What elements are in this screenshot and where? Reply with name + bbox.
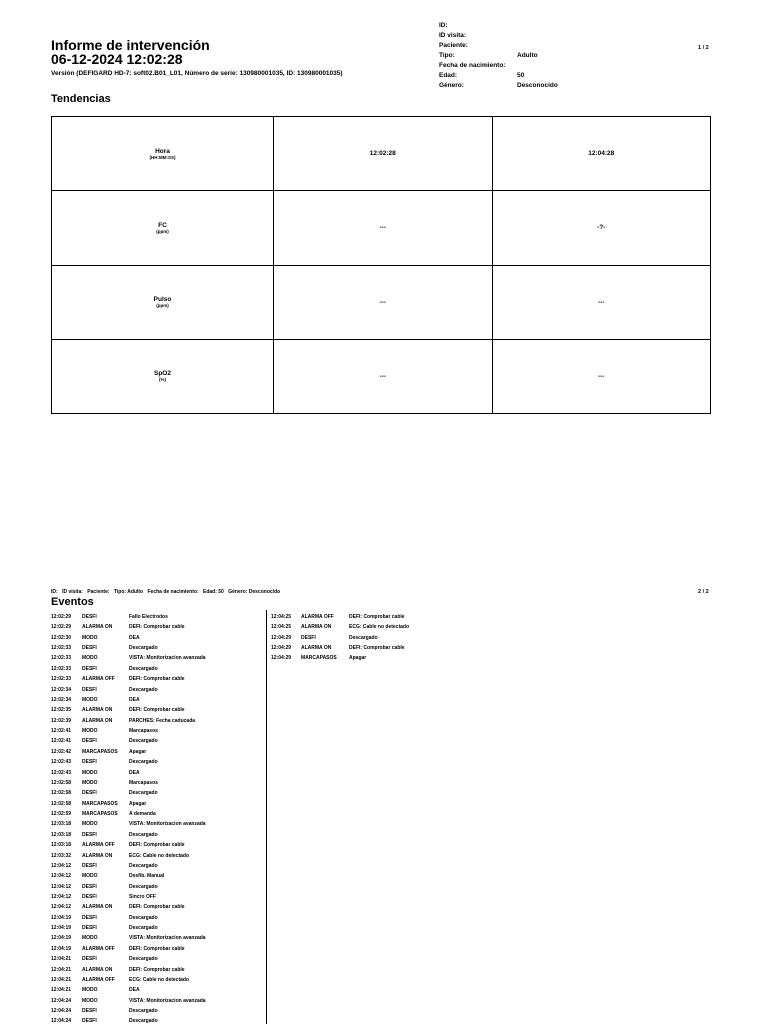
trend-param-name: Hora xyxy=(155,147,170,155)
report-datetime: 06-12-2024 12:02:28 xyxy=(51,51,183,67)
event-type: DESFI xyxy=(82,686,97,693)
event-desc: Desfib. Manual xyxy=(129,873,165,880)
event-type: ALARMA ON xyxy=(82,707,113,714)
trend-value-cell: --- xyxy=(274,265,493,339)
event-type: MODO xyxy=(82,728,98,735)
event-type: DESFI xyxy=(82,738,97,745)
event-desc: A demanda xyxy=(129,811,156,818)
event-desc: VISTA: Monitorizacion avanzada xyxy=(129,821,206,828)
event-desc: VISTA: Monitorizacion avanzada xyxy=(129,935,206,942)
event-desc: VISTA: Monitorizacion avanzada xyxy=(129,997,206,1004)
event-time: 12:02:33 xyxy=(51,655,72,662)
event-desc: DEFI: Comprobar cable xyxy=(129,624,185,631)
event-desc: Marcapasos xyxy=(129,779,158,786)
trend-row-spo2 xyxy=(52,339,711,413)
event-desc: Descargado xyxy=(129,645,158,652)
page-number-2: 2 / 2 xyxy=(698,589,709,595)
event-time: 12:04:29 xyxy=(271,655,292,662)
event-type: DESFI xyxy=(82,665,97,672)
hdr-paciente: Paciente: xyxy=(87,589,110,595)
event-time: 12:02:58 xyxy=(51,800,72,807)
event-desc: Descargado xyxy=(129,914,158,921)
event-time: 12:02:41 xyxy=(51,728,72,735)
event-type: DESFI xyxy=(82,1008,97,1015)
event-type: MARCAPASOS xyxy=(82,748,118,755)
trend-param-unit: (ppm) xyxy=(156,303,169,309)
patient-age-row xyxy=(439,71,699,81)
event-time: 12:04:12 xyxy=(51,883,72,890)
trend-param-name: FC xyxy=(158,221,167,229)
event-type: ALARMA ON xyxy=(301,645,332,652)
event-desc: Descargado xyxy=(129,738,158,745)
event-type: ALARMA ON xyxy=(82,717,113,724)
event-desc: Sincro OFF xyxy=(129,893,156,900)
hdr-id-visita: ID visita: xyxy=(62,589,83,595)
event-desc: VISTA: Monitorizacion avanzada xyxy=(129,655,206,662)
trend-value-cell: 12:04:28 xyxy=(492,117,711,191)
trend-row-fc xyxy=(52,191,711,265)
event-desc: Descargado xyxy=(129,665,158,672)
event-time: 12:02:42 xyxy=(51,748,72,755)
event-desc: Descargado xyxy=(129,956,158,963)
trend-param-unit: (%) xyxy=(159,377,166,383)
event-time: 12:04:24 xyxy=(51,1008,72,1015)
page-number-1: 1 / 2 xyxy=(698,45,709,51)
event-time: 12:02:33 xyxy=(51,665,72,672)
patient-label: ID: xyxy=(439,22,448,29)
trend-param-name: Pulso xyxy=(153,296,172,304)
patient-id-row xyxy=(439,21,699,31)
hdr-id: ID: xyxy=(51,589,58,595)
event-time: 12:02:43 xyxy=(51,759,72,766)
trends-section-title: Tendencias xyxy=(51,93,111,105)
event-time: 12:02:39 xyxy=(51,717,72,724)
event-time: 12:04:21 xyxy=(51,956,72,963)
event-time: 12:04:12 xyxy=(51,904,72,911)
patient-type-row xyxy=(439,51,699,61)
event-desc: Apagar xyxy=(349,655,367,662)
event-type: DESFI xyxy=(82,956,97,963)
event-type: MARCAPASOS xyxy=(301,655,337,662)
event-desc: DEFI: Comprobar cable xyxy=(349,614,405,620)
event-desc: DEFI: Comprobar cable xyxy=(129,904,185,911)
trend-value-cell: --- xyxy=(274,191,493,265)
event-time: 12:04:25 xyxy=(271,624,292,631)
event-time: 12:04:12 xyxy=(51,862,72,869)
patient-info xyxy=(439,21,699,91)
event-time: 12:04:21 xyxy=(51,966,72,973)
event-desc: Apagar xyxy=(129,748,147,755)
event-time: 12:02:29 xyxy=(51,624,72,631)
trend-value-cell: -?- xyxy=(492,191,711,265)
event-type: DESFI xyxy=(301,634,316,641)
event-time: 12:03:32 xyxy=(51,852,72,859)
event-desc: Descargado xyxy=(129,883,158,890)
patient-value: Desconocido xyxy=(517,82,558,89)
event-desc: Marcapasos xyxy=(129,728,158,735)
event-time: 12:04:29 xyxy=(271,634,292,641)
event-time: 12:04:19 xyxy=(51,935,72,942)
patient-gender-row xyxy=(439,81,699,91)
event-type: DESFI xyxy=(82,862,97,869)
event-time: 12:02:30 xyxy=(51,634,72,641)
trend-param-name: SpO2 xyxy=(154,370,171,378)
patient-label: Tipo: xyxy=(439,52,455,59)
event-time: 12:04:12 xyxy=(51,893,72,900)
events-section-title: Eventos xyxy=(51,596,94,608)
event-desc: Descargado xyxy=(349,634,378,641)
event-type: MODO xyxy=(82,696,98,703)
patient-label: ID visita: xyxy=(439,32,467,39)
event-time: 12:04:21 xyxy=(51,976,72,983)
event-type: DESFI xyxy=(82,893,97,900)
event-type: ALARMA OFF xyxy=(82,945,115,952)
hdr-tipo: Tipo: Adulto xyxy=(113,589,144,595)
event-type: DESFI xyxy=(82,914,97,921)
event-time: 12:02:35 xyxy=(51,707,72,714)
trend-row-pulse xyxy=(52,265,711,339)
hdr-edad: Edad: 50 xyxy=(203,589,224,595)
trend-param-cell xyxy=(52,265,274,339)
event-type: ALARMA ON xyxy=(82,624,113,631)
event-type: DESFI xyxy=(82,614,97,620)
report-title: Informe de intervención xyxy=(51,37,210,53)
event-time: 12:02:34 xyxy=(51,696,72,703)
hdr-genero: Género: Desconocido xyxy=(228,589,281,595)
hdr-fecha: Fecha de nacimiento: xyxy=(147,589,199,595)
trend-param-cell xyxy=(52,117,274,191)
event-time: 12:04:21 xyxy=(51,987,72,994)
patient-dob-row xyxy=(439,61,699,71)
patient-value: 50 xyxy=(517,72,525,79)
event-desc: DEFI: Comprobar cable xyxy=(129,842,185,849)
event-desc: DEA xyxy=(129,696,140,703)
event-time: 12:04:24 xyxy=(51,997,72,1004)
trend-value-cell: --- xyxy=(274,339,493,413)
event-type: ALARMA ON xyxy=(82,904,113,911)
device-version: Versión (DEFIGARD HD-7: soft02.B01_L01, Número de serie: 130980001035, ID: 130980001035) xyxy=(51,70,343,77)
event-type: MARCAPASOS xyxy=(82,811,118,818)
event-type: MODO xyxy=(82,769,98,776)
event-type: DESFI xyxy=(82,790,97,797)
event-time: 12:02:41 xyxy=(51,738,72,745)
event-desc: Descargado xyxy=(129,925,158,932)
patient-label: Fecha de nacimiento: xyxy=(439,62,506,69)
page2-patient-header xyxy=(51,589,283,595)
event-time: 12:04:12 xyxy=(51,873,72,880)
trend-param-cell xyxy=(52,191,274,265)
patient-visit-row xyxy=(439,31,699,41)
event-type: MARCAPASOS xyxy=(82,800,118,807)
event-type: ALARMA OFF xyxy=(82,976,115,983)
event-type: ALARMA ON xyxy=(82,852,113,859)
event-time: 12:02:43 xyxy=(51,769,72,776)
patient-label: Paciente: xyxy=(439,42,468,49)
event-type: DESFI xyxy=(82,925,97,932)
event-desc: DEA xyxy=(129,987,140,994)
trend-value-cell: --- xyxy=(492,265,711,339)
event-time: 12:02:29 xyxy=(51,614,72,620)
event-time: 12:04:25 xyxy=(271,614,292,620)
trend-param-cell xyxy=(52,339,274,413)
event-type: MODO xyxy=(82,987,98,994)
event-desc: Descargado xyxy=(129,686,158,693)
event-type: MODO xyxy=(82,935,98,942)
event-time: 12:02:34 xyxy=(51,686,72,693)
event-desc: Descargado xyxy=(129,759,158,766)
event-type: MODO xyxy=(82,997,98,1004)
trend-param-unit: (HH:MM:SS) xyxy=(149,154,176,160)
event-desc: Descargado xyxy=(129,790,158,797)
trend-value-cell: --- xyxy=(492,339,711,413)
event-time: 12:02:58 xyxy=(51,790,72,797)
event-time: 12:02:33 xyxy=(51,645,72,652)
event-type: ALARMA OFF xyxy=(82,842,115,849)
patient-value: Adulto xyxy=(517,52,538,59)
event-desc: Descargado xyxy=(129,831,158,838)
event-time: 12:03:18 xyxy=(51,821,72,828)
trend-param-unit: (ppm) xyxy=(156,228,169,234)
event-type: MODO xyxy=(82,779,98,786)
event-time: 12:03:18 xyxy=(51,842,72,849)
event-desc: DEFI: Comprobar cable xyxy=(129,707,185,714)
event-type: ALARMA OFF xyxy=(82,676,115,683)
event-type: ALARMA ON xyxy=(82,966,113,973)
event-time: 12:02:59 xyxy=(51,811,72,818)
trend-value-cell: 12:02:28 xyxy=(274,117,493,191)
event-type: ALARMA ON xyxy=(301,624,332,631)
event-type: MODO xyxy=(82,873,98,880)
event-time: 12:04:24 xyxy=(51,1018,72,1025)
event-type: MODO xyxy=(82,655,98,662)
patient-label: Género: xyxy=(439,82,464,89)
event-desc: DEFI: Comprobar cable xyxy=(129,966,185,973)
event-type: DESFI xyxy=(82,1018,97,1025)
event-desc: DEFI: Comprobar cable xyxy=(349,645,405,652)
event-type: MODO xyxy=(82,821,98,828)
patient-label: Edad: xyxy=(439,72,458,79)
event-desc: Fallo Electrodos xyxy=(129,614,168,620)
event-type: DESFI xyxy=(82,883,97,890)
event-type: MODO xyxy=(82,634,98,641)
event-time: 12:04:19 xyxy=(51,925,72,932)
event-desc: DEA xyxy=(129,769,140,776)
event-time: 12:04:19 xyxy=(51,945,72,952)
patient-name-row xyxy=(439,41,699,51)
trend-row-time xyxy=(52,117,711,191)
event-time: 12:03:18 xyxy=(51,831,72,838)
event-desc: DEA xyxy=(129,634,140,641)
event-desc: Descargado xyxy=(129,1008,158,1015)
event-desc: PARCHES: Fecha caducada xyxy=(129,717,196,724)
event-time: 12:02:58 xyxy=(51,779,72,786)
event-desc: Descargado xyxy=(129,862,158,869)
event-time: 12:04:19 xyxy=(51,914,72,921)
event-desc: ECG: Cable no detectado xyxy=(129,976,190,983)
event-desc: ECG: Cable no detectado xyxy=(349,624,410,631)
event-time: 12:02:33 xyxy=(51,676,72,683)
event-time: 12:04:29 xyxy=(271,645,292,652)
event-type: DESFI xyxy=(82,759,97,766)
event-desc: ECG: Cable no detectado xyxy=(129,852,190,859)
event-type: DESFI xyxy=(82,645,97,652)
event-type: ALARMA OFF xyxy=(301,614,334,620)
events-column-divider xyxy=(266,610,267,1024)
event-desc: Apagar xyxy=(129,800,147,807)
event-desc: DEFI: Comprobar cable xyxy=(129,945,185,952)
event-desc: Descargado xyxy=(129,1018,158,1025)
trends-table xyxy=(51,116,711,414)
event-desc: DEFI: Comprobar cable xyxy=(129,676,185,683)
event-type: DESFI xyxy=(82,831,97,838)
